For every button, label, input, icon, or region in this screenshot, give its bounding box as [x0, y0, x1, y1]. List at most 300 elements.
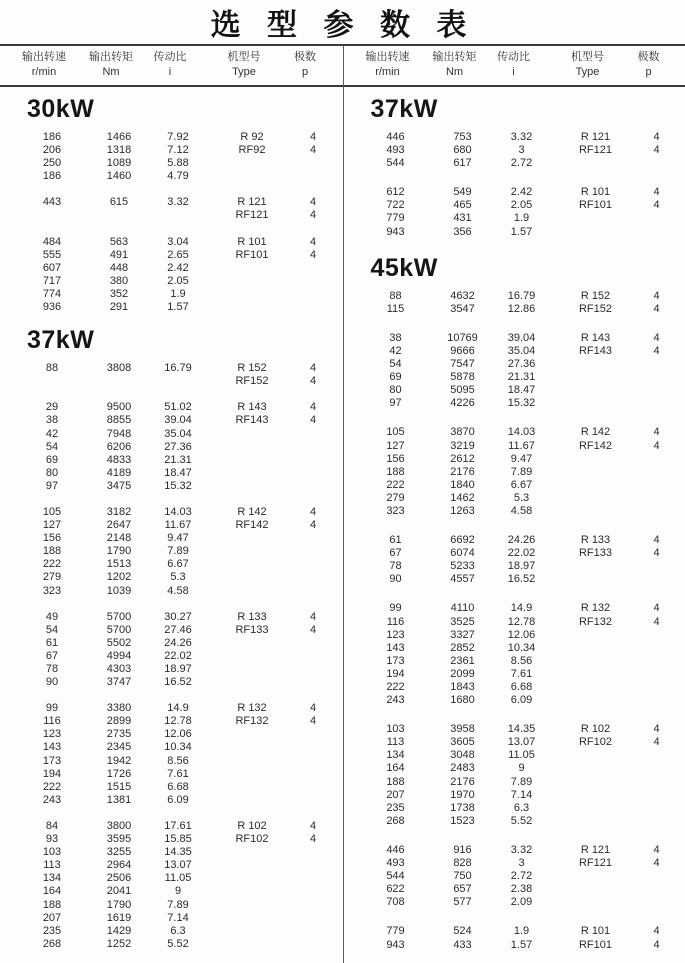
cell-poles: 4: [309, 235, 317, 248]
cell-torque: 3958: [450, 723, 475, 736]
table-body: [0, 44, 685, 963]
header-output-speed: 输出转速 r/min: [22, 51, 66, 78]
cell-type: [214, 741, 290, 754]
cell-torque: 577: [453, 896, 472, 909]
cell-poles: 4: [653, 344, 660, 357]
cell-speed: 268: [386, 814, 405, 827]
cell-ratio: 6.3: [513, 801, 530, 814]
cell-poles: [290, 912, 336, 925]
cell-speed: 54: [45, 440, 59, 453]
cell-ratio: 3.32: [167, 196, 189, 209]
cell-ratio: 27.36: [164, 440, 192, 453]
cell-poles: [634, 479, 680, 492]
cell-speed: 127: [386, 439, 405, 452]
cell-poles: 4: [309, 209, 317, 222]
cell-speed: 134: [42, 872, 62, 885]
cell-poles: [290, 794, 336, 807]
left-table-header: [0, 46, 343, 87]
cell-speed: 235: [42, 924, 62, 937]
data-block: [344, 844, 685, 909]
cell-type: [558, 870, 634, 883]
power-section-heading: 30kW: [27, 95, 95, 123]
table-row: [344, 479, 685, 492]
table-row: [0, 846, 343, 859]
cell-poles: [290, 428, 336, 441]
cell-type: [214, 467, 290, 480]
cell-ratio: 2.05: [510, 199, 533, 212]
cell-torque: 2899: [106, 715, 132, 728]
table-row: [344, 371, 685, 384]
table-row: [0, 170, 343, 183]
table-row: [0, 131, 343, 144]
cell-speed: 103: [386, 723, 405, 736]
cell-type: [214, 441, 290, 454]
table-row: [0, 196, 343, 209]
cell-torque: 828: [453, 857, 472, 870]
cell-torque: 753: [453, 131, 472, 143]
cell-poles: 4: [653, 131, 660, 143]
table-row: [0, 912, 343, 925]
cell-speed: 222: [42, 780, 62, 793]
cell-ratio: 18.47: [164, 466, 192, 479]
cell-ratio: 2.38: [510, 883, 533, 896]
cell-poles: 4: [653, 534, 660, 547]
cell-ratio: 3.04: [167, 235, 189, 248]
left-table-rows: [0, 96, 343, 951]
cell-speed: 80: [45, 466, 59, 479]
cell-torque: 2345: [106, 741, 132, 754]
cell-torque: 1840: [450, 478, 475, 491]
table-row: [0, 467, 343, 480]
cell-poles: [634, 573, 680, 586]
cell-speed: 99: [389, 602, 402, 615]
cell-ratio: 12.86: [507, 302, 536, 315]
cell-poles: [290, 676, 336, 689]
cell-ratio: 2.65: [167, 248, 189, 261]
cell-torque: 4189: [106, 466, 132, 479]
cell-torque: 2647: [106, 519, 132, 532]
table-row: [344, 844, 685, 857]
cell-ratio: 3.32: [510, 843, 533, 856]
cell-ratio: 11.05: [164, 872, 192, 885]
cell-ratio: 18.47: [507, 384, 536, 397]
cell-speed: 123: [386, 628, 405, 641]
cell-ratio: 1.9: [170, 287, 186, 300]
cell-ratio: 13.07: [507, 736, 536, 749]
cell-type: [558, 358, 634, 371]
cell-speed: 38: [389, 331, 402, 344]
cell-poles: [634, 870, 680, 883]
table-row: [344, 883, 685, 896]
cell-type: RF132: [578, 615, 613, 628]
cell-speed: 323: [386, 504, 405, 517]
cell-speed: 323: [42, 584, 62, 597]
cell-poles: 4: [309, 623, 317, 636]
cell-type: R 143: [580, 331, 611, 344]
table-row: [0, 676, 343, 689]
cell-poles: 4: [309, 362, 317, 375]
cell-torque: 2099: [450, 667, 475, 680]
cell-type: R 102: [580, 723, 611, 736]
data-block: [344, 131, 685, 170]
cell-ratio: 14.03: [164, 505, 192, 518]
cell-torque: 5095: [450, 384, 475, 397]
cell-speed: [8, 375, 96, 388]
cell-type: R 142: [237, 505, 267, 518]
table-row: [0, 275, 343, 288]
cell-ratio: 6.09: [167, 793, 189, 806]
cell-speed: 88: [45, 362, 59, 375]
cell-poles: [634, 560, 680, 573]
cell-ratio: 8.56: [167, 754, 189, 767]
cell-poles: [634, 466, 680, 479]
power-section-heading: 37kW: [370, 95, 438, 123]
cell-ratio: 16.79: [507, 289, 536, 302]
cell-ratio: 12.06: [507, 628, 536, 641]
table-row: [344, 857, 685, 870]
cell-type: [558, 668, 634, 681]
cell-type: [558, 789, 634, 802]
cell-speed: 484: [42, 235, 62, 248]
cell-torque: 431: [453, 212, 472, 225]
cell-torque: 6692: [450, 534, 475, 547]
cell-poles: [290, 532, 336, 545]
cell-poles: [634, 789, 680, 802]
cell-poles: 4: [309, 131, 317, 143]
cell-speed: 268: [42, 937, 62, 950]
table-row: [0, 741, 343, 754]
cell-ratio: 2.05: [167, 274, 189, 287]
cell-type: [558, 642, 634, 655]
table-row: [344, 789, 685, 802]
cell-poles: 4: [653, 843, 660, 856]
cell-torque: 2483: [450, 762, 475, 775]
table-row: [344, 492, 685, 505]
cell-type: R 102: [237, 819, 267, 832]
cell-type: [214, 301, 290, 314]
cell-torque: 10769: [447, 331, 478, 344]
cell-poles: [290, 899, 336, 912]
cell-ratio: 11.67: [508, 439, 535, 452]
cell-torque: 352: [109, 287, 129, 300]
cell-poles: [290, 741, 336, 754]
cell-poles: [634, 157, 680, 170]
data-block: [0, 506, 343, 598]
cell-poles: [634, 681, 680, 694]
cell-torque: 3048: [450, 749, 475, 762]
cell-torque: 5700: [106, 610, 132, 623]
cell-ratio: 30.27: [164, 610, 192, 623]
cell-torque: 1202: [106, 571, 132, 584]
cell-ratio: 24.26: [164, 636, 192, 649]
cell-poles: [290, 275, 336, 288]
table-row: [344, 186, 685, 199]
cell-speed: 97: [389, 397, 402, 410]
cell-type: [558, 815, 634, 828]
cell-type: R 142: [580, 426, 611, 439]
table-row: [0, 428, 343, 441]
cell-ratio: 1.57: [167, 301, 189, 314]
cell-speed: 243: [386, 694, 405, 707]
table-row: [344, 573, 685, 586]
cell-speed: 207: [42, 911, 62, 924]
table-row: [0, 414, 343, 427]
cell-torque: 1039: [106, 584, 132, 597]
cell-ratio: 6.67: [510, 478, 533, 491]
table-row: [344, 655, 685, 668]
table-row: [0, 702, 343, 715]
cell-ratio: 4.58: [510, 504, 533, 517]
cell-type: [558, 560, 634, 573]
cell-speed: 779: [386, 925, 405, 938]
cell-speed: 173: [42, 754, 62, 767]
table-row: [0, 249, 343, 262]
cell-torque: 563: [109, 235, 129, 248]
cell-torque: 9666: [450, 344, 475, 357]
cell-poles: 4: [309, 196, 317, 209]
table-row: [0, 820, 343, 833]
cell-type: [214, 912, 290, 925]
cell-speed: 779: [386, 212, 405, 225]
cell-poles: [634, 629, 680, 642]
cell-ratio: 6.3: [170, 924, 186, 937]
cell-speed: 78: [45, 663, 59, 675]
cell-torque: 3525: [450, 615, 475, 628]
cell-type: [558, 762, 634, 775]
table-row: [344, 668, 685, 681]
data-block: [344, 332, 685, 411]
cell-torque: 4833: [106, 453, 132, 466]
cell-poles: 4: [653, 426, 660, 439]
cell-torque: 1252: [106, 937, 132, 950]
table-row: [0, 301, 343, 314]
table-row: [0, 925, 343, 938]
table-row: [344, 736, 685, 749]
cell-torque: 1460: [106, 170, 132, 183]
cell-torque: 3800: [106, 819, 132, 832]
table-row: [344, 384, 685, 397]
table-row: [344, 440, 685, 453]
cell-speed: 90: [45, 676, 59, 689]
cell-ratio: 35.04: [164, 427, 192, 440]
cell-ratio: 5.3: [513, 491, 530, 504]
cell-type: RF152: [578, 302, 613, 315]
cell-speed: 250: [42, 157, 62, 170]
data-block: [344, 290, 685, 316]
cell-type: [558, 371, 634, 384]
table-row: [344, 815, 685, 828]
table-row: [344, 303, 685, 316]
cell-type: R 101: [237, 235, 267, 248]
cell-torque: 3327: [450, 628, 475, 641]
cell-speed: 113: [43, 859, 61, 872]
cell-torque: 1738: [450, 801, 475, 814]
cell-ratio: 14.9: [510, 602, 533, 615]
cell-ratio: 7.14: [510, 788, 533, 801]
cell-ratio: 9: [174, 885, 182, 898]
cell-torque: 1942: [106, 754, 132, 767]
cell-torque: 5700: [106, 623, 132, 636]
cell-poles: [290, 846, 336, 859]
cell-type: [558, 776, 634, 789]
table-row: [0, 558, 343, 571]
cell-type: [214, 846, 290, 859]
cell-type: R 121: [580, 843, 611, 856]
cell-ratio: 15.32: [507, 397, 536, 410]
table-row: [344, 776, 685, 789]
table-row: [344, 534, 685, 547]
table-row: [0, 663, 343, 676]
cell-poles: 4: [309, 414, 317, 427]
table-row: [0, 454, 343, 467]
cell-poles: [290, 262, 336, 275]
cell-speed: 42: [45, 427, 59, 440]
cell-type: RF143: [578, 344, 613, 357]
cell-ratio: 2.42: [510, 186, 533, 199]
cell-type: [558, 226, 634, 239]
cell-poles: [634, 694, 680, 707]
cell-torque: 3747: [106, 676, 132, 689]
table-row: [0, 833, 343, 846]
cell-ratio: 7.12: [167, 144, 189, 157]
cell-speed: 493: [386, 857, 405, 870]
cell-poles: [290, 859, 336, 872]
cell-poles: [290, 938, 336, 951]
table-row: [344, 332, 685, 345]
cell-torque: 3808: [106, 362, 132, 375]
cell-torque: 1523: [450, 814, 475, 827]
cell-ratio: 5.3: [170, 571, 186, 584]
cell-speed: 67: [389, 547, 402, 560]
header-output-speed: 输出转速 r/min: [365, 51, 410, 78]
cell-poles: [290, 301, 336, 314]
cell-poles: [634, 505, 680, 518]
cell-speed: 99: [45, 702, 59, 715]
cell-ratio: 2.72: [510, 157, 533, 170]
cell-torque: 680: [453, 144, 472, 157]
table-row: [0, 375, 343, 388]
cell-poles: 4: [653, 723, 660, 736]
cell-speed: 97: [45, 479, 59, 492]
cell-type: [214, 676, 290, 689]
table-row: [344, 345, 685, 358]
cell-speed: 612: [386, 186, 405, 199]
cell-torque: 1619: [106, 911, 132, 924]
cell-type: RF121: [235, 209, 269, 222]
right-table-rows: [344, 96, 685, 952]
table-row: [344, 547, 685, 560]
table-row: [0, 571, 343, 584]
cell-speed: 164: [386, 762, 405, 775]
data-block: [344, 534, 685, 586]
cell-ratio: 3: [518, 857, 525, 870]
cell-ratio: 18.97: [507, 560, 536, 573]
data-block: [0, 702, 343, 807]
cell-speed: 188: [42, 545, 62, 558]
cell-speed: 194: [42, 767, 62, 780]
cell-ratio: 22.02: [164, 649, 192, 662]
cell-ratio: 7.89: [510, 775, 533, 788]
cell-type: RF133: [235, 623, 269, 636]
cell-type: [558, 505, 634, 518]
cell-speed: 116: [386, 615, 405, 628]
cell-ratio: 5.88: [167, 157, 189, 170]
cell-speed: 188: [386, 775, 405, 788]
cell-poles: 4: [309, 144, 317, 157]
cell-ratio: 16.52: [164, 676, 192, 689]
cell-poles: [634, 384, 680, 397]
cell-ratio: 9.47: [510, 452, 533, 465]
table-row: [344, 749, 685, 762]
table-row: [0, 755, 343, 768]
cell-poles: [290, 545, 336, 558]
cell-ratio: 13.07: [164, 859, 192, 872]
cell-type: RF142: [235, 519, 269, 532]
header-ratio: 传动比 i: [497, 51, 530, 78]
cell-type: [558, 573, 634, 586]
cell-torque: 1790: [106, 545, 132, 558]
cell-type: [214, 899, 290, 912]
cell-torque: 916: [453, 843, 472, 856]
cell-torque: 2361: [450, 654, 475, 667]
table-row: [0, 728, 343, 741]
cell-torque: 4994: [106, 649, 132, 662]
cell-poles: [634, 212, 680, 225]
cell-torque: 3380: [106, 702, 132, 715]
cell-torque: 1726: [106, 767, 132, 780]
cell-type: [214, 650, 290, 663]
cell-speed: 936: [42, 301, 62, 314]
cell-torque: 3255: [106, 846, 132, 859]
table-row: [0, 506, 343, 519]
cell-ratio: 24.26: [507, 534, 536, 547]
cell-type: [214, 663, 290, 676]
cell-poles: 4: [653, 186, 660, 199]
table-row: [0, 611, 343, 624]
table-row: [0, 519, 343, 532]
cell-type: [558, 157, 634, 170]
cell-speed: 279: [386, 491, 405, 504]
table-row: [0, 144, 343, 157]
table-row: [344, 426, 685, 439]
cell-torque: 3870: [450, 426, 475, 439]
data-block: [344, 602, 685, 707]
cell-poles: 4: [309, 519, 317, 532]
table-row: [344, 681, 685, 694]
cell-ratio: 6.68: [510, 681, 533, 693]
cell-torque: 3182: [106, 505, 132, 518]
cell-speed: 493: [386, 144, 405, 157]
cell-type: R 133: [580, 534, 611, 547]
cell-speed: 774: [42, 287, 62, 300]
cell-speed: 54: [389, 358, 402, 371]
cell-type: RF143: [235, 414, 269, 427]
cell-torque: 4303: [106, 663, 132, 675]
power-section-heading: 37kW: [27, 326, 95, 355]
table-row: [0, 532, 343, 545]
cell-torque: 465: [453, 199, 472, 212]
cell-type: [558, 466, 634, 479]
cell-type: RF101: [235, 248, 269, 261]
cell-poles: [634, 776, 680, 789]
cell-poles: [634, 815, 680, 828]
cell-poles: 4: [653, 938, 660, 951]
cell-ratio: 6.68: [167, 780, 189, 793]
cell-poles: [290, 768, 336, 781]
table-row: [0, 401, 343, 414]
cell-type: [214, 571, 290, 584]
cell-speed: 105: [42, 505, 62, 518]
